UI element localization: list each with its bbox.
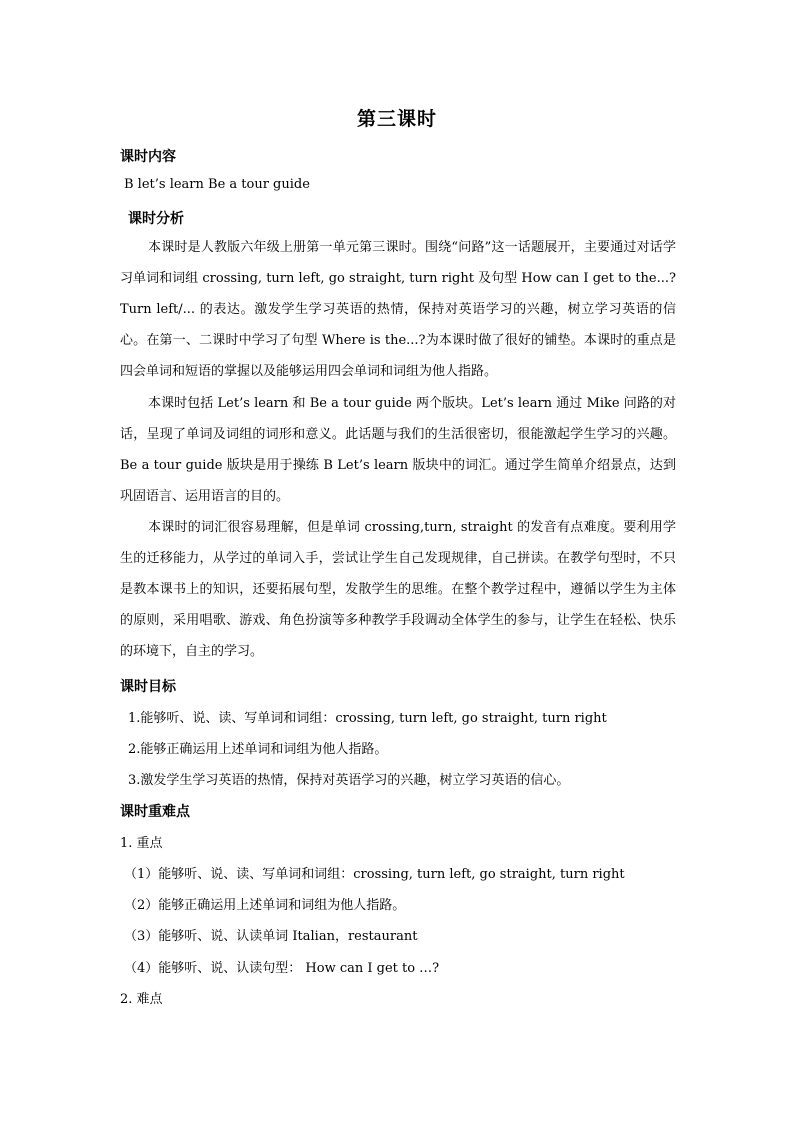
difficult-points-label: 2. 难点 — [120, 992, 163, 1007]
analysis-paragraph-2: 本课时包括 Let’s learn 和 Be a tour guide 两个版块。Let’s learn 通过 Mike 问路的对话，呈现了单词及词组的词形和意义。此话题与我们的生活很密切，很能激起学生学习的兴趣。Be a tour guide 版块是用于操练 B Let’s learn 版块中的词汇。通过学生简单介绍景点，达到巩固语言、运用语言的目的。 — [120, 396, 676, 504]
heading-key-difficult-points: 课时重难点 — [120, 804, 190, 820]
page-title: 第三课时 — [356, 108, 437, 130]
goal-item-1: 1.能够听、说、读、写单词和词组：crossing, turn left, go straight, turn right — [128, 711, 607, 726]
heading-lesson-goals: 课时目标 — [120, 679, 176, 695]
analysis-paragraph-3: 本课时的词汇很容易理解，但是单词 crossing,turn, straight 的发音有点难度。要利用学生的迁移能力，从学过的单词入手，尝试让学生自己发现规律，自己拼读。在教学句型时，不只是教本课书上的知识，还要拓展句型，发散学生的思维。在整个教学过程中，遵循以学生为主体的原则，采用唱歌、游戏、角色扮演等多种教学手段调动全体学生的参与，让学生在轻松、快乐的环境下，自主的学习。 — [120, 520, 676, 659]
heading-lesson-content: 课时内容 — [120, 149, 176, 165]
key-point-item-2: （2）能够正确运用上述单词和词组为他人指路。 — [124, 898, 406, 913]
analysis-paragraph-1: 本课时是人教版六年级上册第一单元第三课时。围绕“问路”这一话题展开，主要通过对话学习单词和词组 crossing, turn left, go straight, turn right 及句型 How can I get to the...? Turn left/... 的表达。激发学生学习英语的热情，保持对英语学习的兴趣，树立学习英语的信心。在第一、二课时中学习了句型 Where is the...?为本课时做了很好的铺垫。本课时的重点是四会单词和短语的掌握以及能够运用四会单词和词组为他人指路。 — [120, 240, 676, 379]
key-points-label: 1. 重点 — [120, 836, 163, 851]
key-point-item-3: （3）能够听、说、认读单词 Italian，restaurant — [124, 929, 418, 944]
goal-item-2: 2.能够正确运用上述单词和词组为他人指路。 — [128, 742, 388, 757]
goal-item-3: 3.激发学生学习英语的热情，保持对英语学习的兴趣，树立学习英语的信心。 — [128, 773, 570, 788]
heading-lesson-analysis: 课时分析 — [128, 211, 184, 227]
key-point-item-1: （1）能够听、说、读、写单词和词组：crossing, turn left, go straight, turn right — [124, 867, 625, 882]
key-point-item-4: （4）能够听、说、认读句型： How can I get to …? — [124, 961, 440, 976]
lesson-content-text: B let’s learn Be a tour guide — [124, 177, 310, 192]
